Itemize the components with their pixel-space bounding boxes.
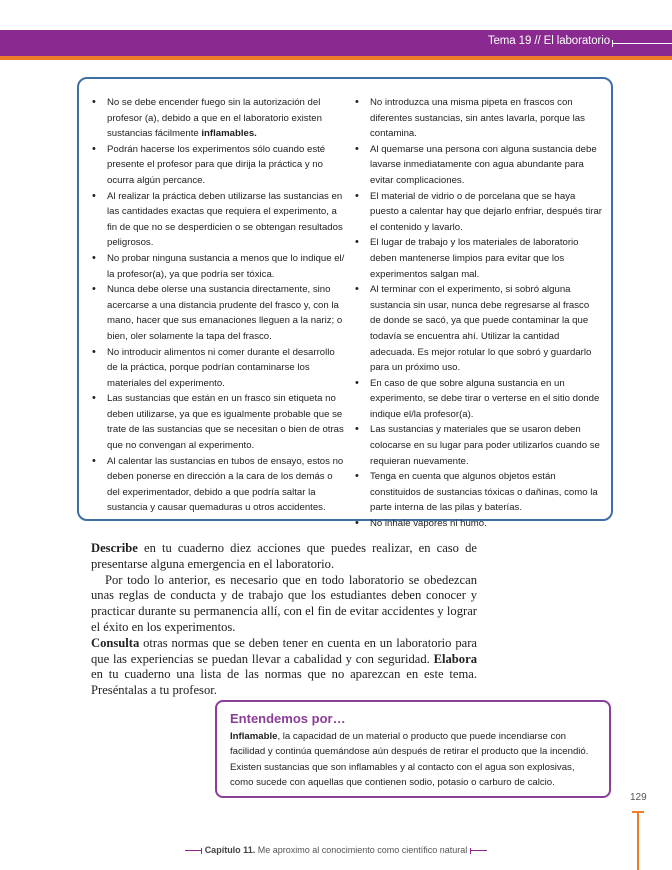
rule-item: • Al terminar con el experimento, si sobró alguna sustancia sin usar, nunca debe regresarse al frasco de donde se sacó, ya que puede contaminar la que todavía se encuentra ahí. Utilizar la cantidad adecuada. Es mejor rotular lo que sobró y guardarlo para un próximo uso. <box>354 282 602 376</box>
definition-title: Entendemos por… <box>230 711 346 726</box>
footer-left-rule <box>185 850 201 851</box>
rules-column-right <box>354 95 602 532</box>
definition-box <box>215 700 611 798</box>
rule-item: • Al calentar las sustancias en tubos de ensayo, estos no deben ponerse en dirección a la cara de los demás o del experimentador, debido a que podría saltar la sustancia y causar quemaduras u otros accidentes. <box>91 454 345 516</box>
footer <box>0 845 672 855</box>
rule-item: • El material de vidrio o de porcelana que se haya puesto a calentar hay que dejarlo enfriar, después tirar el contenido y lavarlo. <box>354 189 602 236</box>
rule-item: • No probar ninguna sustancia a menos que lo indique el/ la profesor(a), ya que podría ser tóxica. <box>91 251 345 282</box>
paragraph-describe: Describe en tu cuaderno diez acciones que puedes realizar, en caso de presentarse alguna emergencia en el laboratorio. <box>91 541 477 571</box>
rule-item: • No se debe encender fuego sin la autorización del profesor (a), debido a que en el laboratorio existen sustancias fácilmente inflamables. <box>91 95 345 142</box>
footer-left-tick <box>201 848 202 854</box>
definition-text: Inflamable, la capacidad de un material o producto que puede incendiarse con facilidad y continúa quemándose aún después de retirar el producto que la incendió. Existen sustancias que son inflamables y al contacto con el agua son explosivas, como sucede con aquellas que contienen sodio, potasio o carburo de calcio. <box>230 731 589 789</box>
footer-chapter: Capítulo 11. <box>204 845 256 855</box>
side-rule <box>637 812 639 870</box>
rule-item: • El lugar de trabajo y los materiales de laboratorio deben mantenerse limpios para evitar que los experimentos salgan mal. <box>354 235 602 282</box>
rule-item: • Al quemarse una persona con alguna sustancia debe lavarse inmediatamente con agua abundante para evitar complicaciones. <box>354 142 602 189</box>
rule-item: • Podrán hacerse los experimentos sólo cuando esté presente el profesor para que dirija la práctica y no ocurra algún percance. <box>91 142 345 189</box>
footer-title: Me aproximo al conocimiento como científico natural <box>255 845 468 855</box>
page-number: 129 <box>630 792 647 803</box>
footer-right-rule <box>471 850 487 851</box>
rule-item: • Las sustancias que están en un frasco sin etiqueta no deben utilizarse, ya que es igualmente probable que se trate de las sustancias que se necesitan o bien de otras que no convengan al experimento. <box>91 391 345 453</box>
rule-item: • No introduzca una misma pipeta en frascos con diferentes sustancias, sin antes lavarla, porque las contamina. <box>354 95 602 142</box>
rule-item: • No inhale vapores ni humo. <box>354 516 602 532</box>
rules-column-left <box>91 95 345 516</box>
body-text <box>91 541 477 699</box>
rule-item: • No introducir alimentos ni comer durante el desarrollo de la práctica, porque podrían contaminarse los materiales del experimento. <box>91 345 345 392</box>
lab-rules-box <box>77 77 613 530</box>
header-title: Tema 19 // El laboratorio <box>487 35 610 47</box>
rule-item: • Tenga en cuenta que algunos objetos están constituidos de sustancias tóxicas o dañinas, como la parte interna de las pilas y baterías. <box>354 469 602 516</box>
paragraph-rules-intro: Por todo lo anterior, es necesario que en todo laboratorio se obedezcan unas reglas de conducta y de trabajo que los estudiantes deben conocer y practicar durante su permanencia allí, con el fin de evitar accidentes y lograr el éxito en los experimentos. <box>91 572 477 634</box>
paragraph-consulta: Consulta otras normas que se deben tener en cuenta en un laboratorio para que las experiencias se puedan llevar a cabalidad y con seguridad. Elabora en tu cuaderno una lista de las normas que no aparezcan en este tema. Preséntalas a tu profesor. <box>91 635 477 698</box>
rule-item: • Al realizar la práctica deben utilizarse las sustancias en las cantidades exactas que requiera el experimento, a fin de que no se desperdicien o se obtengan resultados peligrosos. <box>91 189 345 251</box>
rule-item: • En caso de que sobre alguna sustancia en un experimento, se debe tirar o verterse en el sitio donde indique el/la profesor(a). <box>354 376 602 423</box>
rule-item: • Las sustancias y materiales que se usaron deben colocarse en su lugar para poder utilizarlos cuando se requieran nuevamente. <box>354 422 602 469</box>
header-accent-line <box>0 56 672 60</box>
rule-item: • Nunca debe olerse una sustancia directamente, sino acercarse a una distancia prudente del frasco y, con la mano, hacer que sus emanaciones lleguen a la nariz; o bien, oler solamente la tapa del frasco. <box>91 282 345 344</box>
header-rule <box>612 43 672 44</box>
